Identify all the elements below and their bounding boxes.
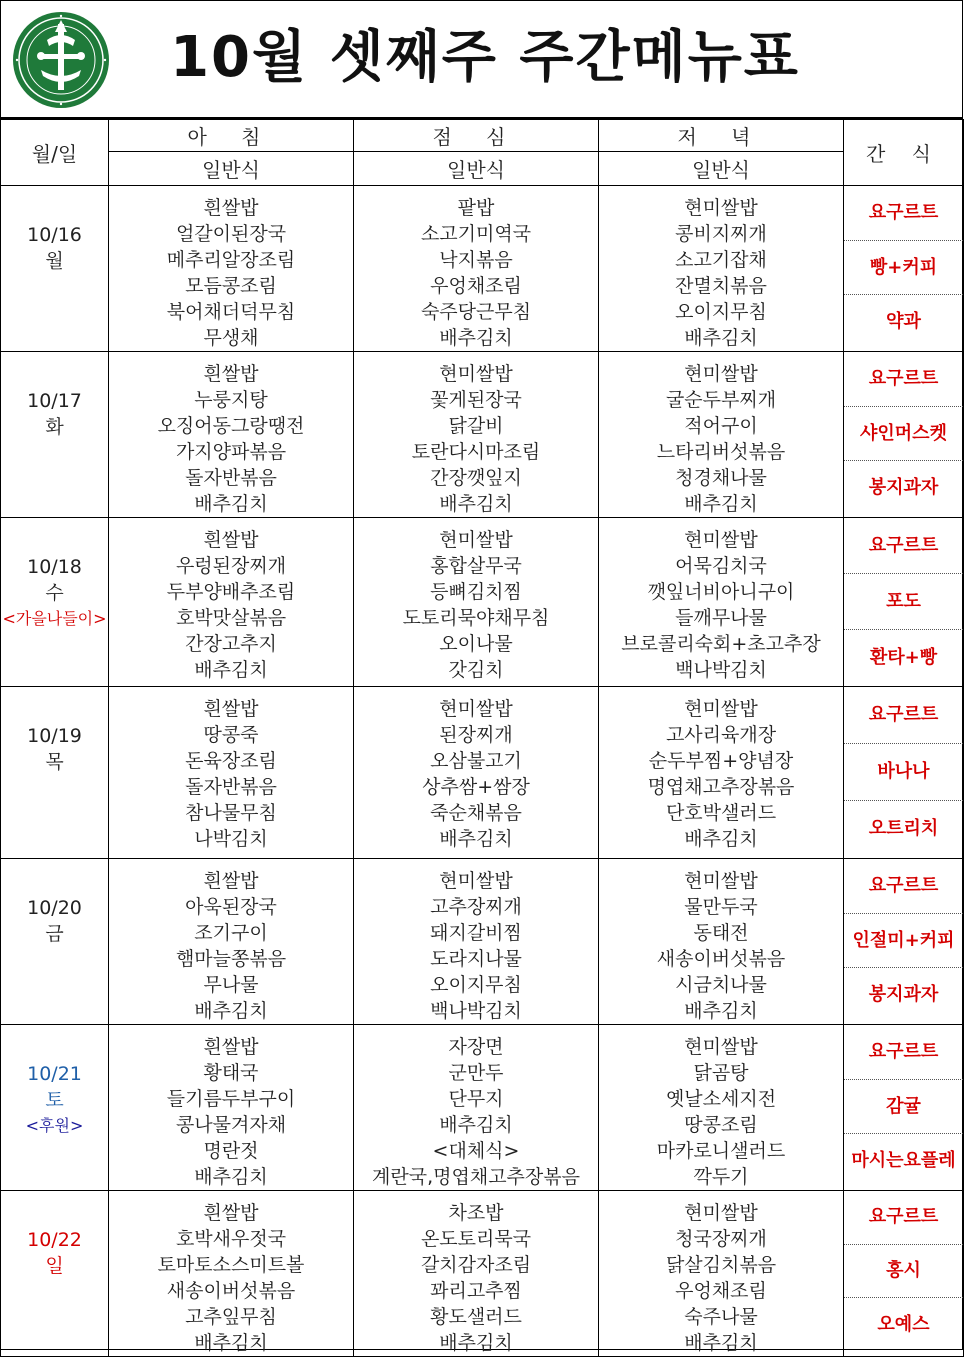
menu-item: 순두부찜+양념장 <box>648 750 794 772</box>
menu-item: 꽈리고추찜 <box>430 1280 522 1302</box>
snack-cell <box>844 186 964 352</box>
menu-item: 홍합살무국 <box>430 555 522 577</box>
menu-item: 호박맛살볶음 <box>175 607 287 629</box>
menu-item: 오이나물 <box>439 633 513 655</box>
snack-item: 홍시 <box>844 1245 963 1299</box>
menu-item: 배추김치 <box>194 1000 268 1022</box>
snack-item: 요구르트 <box>844 1191 963 1245</box>
menu-item: 배추김치 <box>439 828 513 850</box>
breakfast-cell <box>109 1191 354 1357</box>
breakfast-subheader: 일반식 <box>109 152 354 186</box>
menu-item: 흰쌀밥 <box>203 363 259 385</box>
date-column-header: 월/일 <box>1 120 109 186</box>
menu-item: 청국장찌개 <box>675 1228 767 1250</box>
snack-item: 봉지과자 <box>868 477 939 499</box>
menu-item: 땅콩조림 <box>684 1114 758 1136</box>
menu-item: 소고기잡채 <box>675 249 767 271</box>
menu-item: 배추김치 <box>194 1332 268 1354</box>
lunch-cell <box>354 1025 599 1191</box>
menu-item: 굴순두부찌개 <box>665 389 777 411</box>
snack-item: 빵+커피 <box>844 241 963 296</box>
menu-item: 황도샐러드 <box>430 1306 522 1328</box>
menu-item: 돌자반볶음 <box>185 776 277 798</box>
menu-item: 잔멸치볶음 <box>675 275 767 297</box>
page-header <box>0 0 963 119</box>
menu-item: 흰쌀밥 <box>203 1036 259 1058</box>
snack-cell <box>844 1025 964 1191</box>
snack-cell <box>844 352 964 518</box>
snack-item: 약과 <box>886 311 921 333</box>
day-note: <후원> <box>25 1116 84 1135</box>
menu-item: 현미쌀밥 <box>439 529 513 551</box>
menu-item: 콩나물겨자채 <box>175 1114 287 1136</box>
menu-item: 흰쌀밥 <box>203 197 259 219</box>
page-title: 10월 셋째주 주간메뉴표 <box>170 25 800 90</box>
dinner-cell <box>599 1025 844 1191</box>
dinner-cell <box>599 186 844 352</box>
snack-item: 마시는요플레 <box>851 1150 956 1172</box>
menu-item: 적어구이 <box>684 415 758 437</box>
lunch-cell <box>354 1191 599 1357</box>
menu-item: 온도토리묵국 <box>420 1228 532 1250</box>
menu-item: 숙주당근무침 <box>420 301 532 323</box>
menu-item: 들기름두부구이 <box>166 1088 296 1110</box>
menu-item: 현미쌀밥 <box>684 1036 758 1058</box>
menu-item: 닭갈비 <box>448 415 504 437</box>
menu-item: 현미쌀밥 <box>684 1202 758 1224</box>
dinner-subheader: 일반식 <box>599 152 844 186</box>
menu-item: 조기구이 <box>194 922 268 944</box>
weekday-label: 일 <box>45 1255 64 1277</box>
menu-item: 계란국,명엽채고추장볶음 <box>372 1166 580 1188</box>
menu-item: 갈치감자조림 <box>420 1254 532 1276</box>
menu-item: 배추김치 <box>439 1114 513 1136</box>
date-label: 10/22 <box>27 1229 82 1251</box>
breakfast-cell <box>109 859 354 1025</box>
menu-item: 햄마늘쫑볶음 <box>175 948 287 970</box>
date-cell <box>1 352 109 518</box>
menu-item: 땅콩죽 <box>203 724 259 746</box>
snack-item: 오트리치 <box>868 818 939 839</box>
menu-item: 브로콜리숙회+초고추장 <box>621 633 821 655</box>
menu-item: 백나박김치 <box>430 1000 522 1022</box>
menu-item: 배추김치 <box>194 659 268 681</box>
menu-item: 우엉채조림 <box>430 275 522 297</box>
menu-item: 깻잎너비아니구이 <box>647 581 795 603</box>
menu-item: 토마토소스미트볼 <box>157 1254 305 1276</box>
breakfast-cell <box>109 186 354 352</box>
breakfast-cell <box>109 352 354 518</box>
menu-item: 돼지갈비찜 <box>430 922 522 944</box>
day-row <box>1 687 964 859</box>
breakfast-cell <box>109 687 354 859</box>
menu-item: 명란젓 <box>203 1140 259 1162</box>
menu-item: 간장고추지 <box>185 633 277 655</box>
day-row <box>1 1025 964 1191</box>
menu-item: 누룽지탕 <box>194 389 268 411</box>
menu-item: 명엽채고추장볶음 <box>647 776 795 798</box>
date-label: 10/18 <box>27 556 82 578</box>
menu-item: 느타리버섯볶음 <box>656 441 786 463</box>
menu-item: 현미쌀밥 <box>684 197 758 219</box>
snack-item: 요구르트 <box>844 687 963 744</box>
menu-item: 두부양배추조림 <box>166 581 296 603</box>
menu-item: 현미쌀밥 <box>684 529 758 551</box>
menu-item: 배추김치 <box>194 1166 268 1188</box>
snack-item: 요구르트 <box>844 1025 963 1080</box>
menu-item: 배추김치 <box>439 1332 513 1354</box>
menu-item: 도토리묵야채무침 <box>402 607 550 629</box>
menu-item: 깍두기 <box>693 1166 749 1188</box>
dinner-cell <box>599 352 844 518</box>
menu-item: 흰쌀밥 <box>203 1202 259 1224</box>
snack-item: 요구르트 <box>844 186 963 241</box>
snack-column-header: 간 식 <box>844 120 964 186</box>
menu-item: 배추김치 <box>684 1000 758 1022</box>
menu-body <box>1 186 964 1357</box>
menu-item: 차조밥 <box>448 1202 504 1224</box>
snack-item: 오예스 <box>877 1313 930 1335</box>
menu-item: 돌자반볶음 <box>185 467 277 489</box>
menu-table <box>0 119 964 1357</box>
lunch-subheader: 일반식 <box>354 152 599 186</box>
menu-item: 새송이버섯볶음 <box>656 948 786 970</box>
menu-item: 청경채나물 <box>675 467 767 489</box>
menu-item: 우렁된장찌개 <box>175 555 287 577</box>
day-row <box>1 518 964 687</box>
menu-item: 얼갈이된장국 <box>175 223 287 245</box>
menu-item: 갓김치 <box>448 659 504 681</box>
menu-item: 마카로니샐러드 <box>656 1140 786 1162</box>
menu-item: 물만두국 <box>684 896 758 918</box>
menu-item: 황태국 <box>203 1062 259 1084</box>
menu-item: 고추잎무침 <box>185 1306 277 1328</box>
snack-item: 요구르트 <box>844 518 963 574</box>
day-row <box>1 352 964 518</box>
breakfast-cell <box>109 518 354 687</box>
snack-item: 샤인머스켓 <box>844 407 963 462</box>
menu-item: 모듬콩조림 <box>185 275 277 297</box>
weekday-label: 수 <box>45 582 64 604</box>
menu-item: 등뼈김치찜 <box>430 581 522 603</box>
menu-item: 배추김치 <box>684 828 758 850</box>
lunch-cell <box>354 687 599 859</box>
dinner-cell <box>599 687 844 859</box>
weekday-label: 토 <box>45 1089 64 1111</box>
menu-item: 오삼불고기 <box>430 750 522 772</box>
lunch-cell <box>354 859 599 1025</box>
lunch-header: 점 심 <box>354 120 599 152</box>
menu-item: 현미쌀밥 <box>684 698 758 720</box>
breakfast-header: 아 침 <box>109 120 354 152</box>
weekday-label: 금 <box>45 923 64 945</box>
menu-item: 배추김치 <box>684 1332 758 1354</box>
date-cell <box>1 859 109 1025</box>
breakfast-cell <box>109 1025 354 1191</box>
date-label: 10/21 <box>27 1063 82 1085</box>
menu-item: 옛날소세지전 <box>665 1088 777 1110</box>
menu-item: 북어채더덕무침 <box>166 301 296 323</box>
lunch-cell <box>354 518 599 687</box>
snack-item: 인절미+커피 <box>844 914 963 969</box>
snack-cell <box>844 859 964 1025</box>
snack-item: 포도 <box>844 574 963 630</box>
menu-item: 고추장찌개 <box>430 896 522 918</box>
menu-item: 현미쌀밥 <box>439 870 513 892</box>
menu-item: 팥밥 <box>457 197 495 219</box>
menu-item: <대체식> <box>432 1140 520 1162</box>
menu-item: 배추김치 <box>439 493 513 515</box>
menu-item: 단무지 <box>448 1088 504 1110</box>
menu-item: 오이지무침 <box>430 974 522 996</box>
menu-item: 죽순채볶음 <box>430 802 522 824</box>
menu-item: 소고기미역국 <box>420 223 532 245</box>
menu-item: 흰쌀밥 <box>203 870 259 892</box>
dinner-cell <box>599 518 844 687</box>
menu-item: 아욱된장국 <box>185 896 277 918</box>
weekday-label: 화 <box>45 416 64 438</box>
menu-item: 고사리육개장 <box>665 724 777 746</box>
menu-item: 현미쌀밥 <box>439 363 513 385</box>
date-cell <box>1 186 109 352</box>
menu-item: 나박김치 <box>194 828 268 850</box>
menu-item: 백나박김치 <box>675 659 767 681</box>
snack-item: 감귤 <box>844 1080 963 1135</box>
day-note: <가을나들이> <box>2 609 107 628</box>
dinner-header: 저 녁 <box>599 120 844 152</box>
menu-item: 돈육장조림 <box>185 750 277 772</box>
snack-item: 바나나 <box>844 744 963 801</box>
menu-item: 무나물 <box>203 974 259 996</box>
menu-item: 낙지볶음 <box>439 249 513 271</box>
menu-item: 우엉채조림 <box>675 1280 767 1302</box>
menu-item: 시금치나물 <box>675 974 767 996</box>
menu-item: 자장면 <box>448 1036 504 1058</box>
snack-cell <box>844 687 964 859</box>
menu-item: 현미쌀밥 <box>684 870 758 892</box>
menu-item: 흰쌀밥 <box>203 698 259 720</box>
emblem-logo <box>11 10 111 110</box>
weekday-label: 월 <box>45 250 64 272</box>
menu-item: 배추김치 <box>194 493 268 515</box>
menu-item: 참나물무침 <box>185 802 277 824</box>
menu-item: 현미쌀밥 <box>439 698 513 720</box>
day-row <box>1 1191 964 1357</box>
snack-item: 환타+빵 <box>869 646 938 668</box>
date-cell <box>1 1191 109 1357</box>
menu-item: 배추김치 <box>684 493 758 515</box>
menu-item: 어묵김치국 <box>675 555 767 577</box>
menu-item: 군만두 <box>448 1062 504 1084</box>
menu-item: 꽃게된장국 <box>430 389 522 411</box>
menu-item: 들깨무나물 <box>675 607 767 629</box>
menu-item: 가지양파볶음 <box>175 441 287 463</box>
date-label: 10/16 <box>27 224 82 246</box>
date-cell <box>1 1025 109 1191</box>
dinner-cell <box>599 859 844 1025</box>
menu-item: 호박새우젓국 <box>175 1228 287 1250</box>
weekday-label: 목 <box>45 751 64 773</box>
menu-item: 콩비지찌개 <box>675 223 767 245</box>
menu-item: 된장찌개 <box>439 724 513 746</box>
lunch-cell <box>354 186 599 352</box>
menu-item: 오이지무침 <box>675 301 767 323</box>
menu-item: 토란다시마조림 <box>411 441 541 463</box>
menu-item: 무생채 <box>203 327 259 349</box>
menu-item: 동태전 <box>693 922 749 944</box>
menu-item: 오징어동그랑땡전 <box>157 415 305 437</box>
date-label: 10/19 <box>27 725 82 747</box>
menu-item: 닭곰탕 <box>693 1062 749 1084</box>
menu-item: 메추리알장조림 <box>166 249 296 271</box>
date-label: 10/20 <box>27 897 82 919</box>
menu-item: 간장깻잎지 <box>430 467 522 489</box>
lunch-cell <box>354 352 599 518</box>
day-row <box>1 186 964 352</box>
menu-item: 단호박샐러드 <box>665 802 777 824</box>
date-label: 10/17 <box>27 390 82 412</box>
menu-item: 현미쌀밥 <box>684 363 758 385</box>
snack-item: 봉지과자 <box>868 984 939 1006</box>
menu-item: 배추김치 <box>439 327 513 349</box>
snack-item: 요구르트 <box>844 352 963 407</box>
menu-item: 흰쌀밥 <box>203 529 259 551</box>
dinner-cell <box>599 1191 844 1357</box>
menu-item: 닭살김치볶음 <box>665 1254 777 1276</box>
date-cell <box>1 518 109 687</box>
menu-item: 도라지나물 <box>430 948 522 970</box>
date-cell <box>1 687 109 859</box>
menu-item: 새송이버섯볶음 <box>166 1280 296 1302</box>
menu-item: 상추쌈+쌈장 <box>422 776 530 798</box>
snack-cell <box>844 518 964 687</box>
menu-item: 숙주나물 <box>684 1306 758 1328</box>
menu-item: 배추김치 <box>684 327 758 349</box>
snack-cell <box>844 1191 964 1357</box>
day-row <box>1 859 964 1025</box>
snack-item: 요구르트 <box>844 859 963 914</box>
